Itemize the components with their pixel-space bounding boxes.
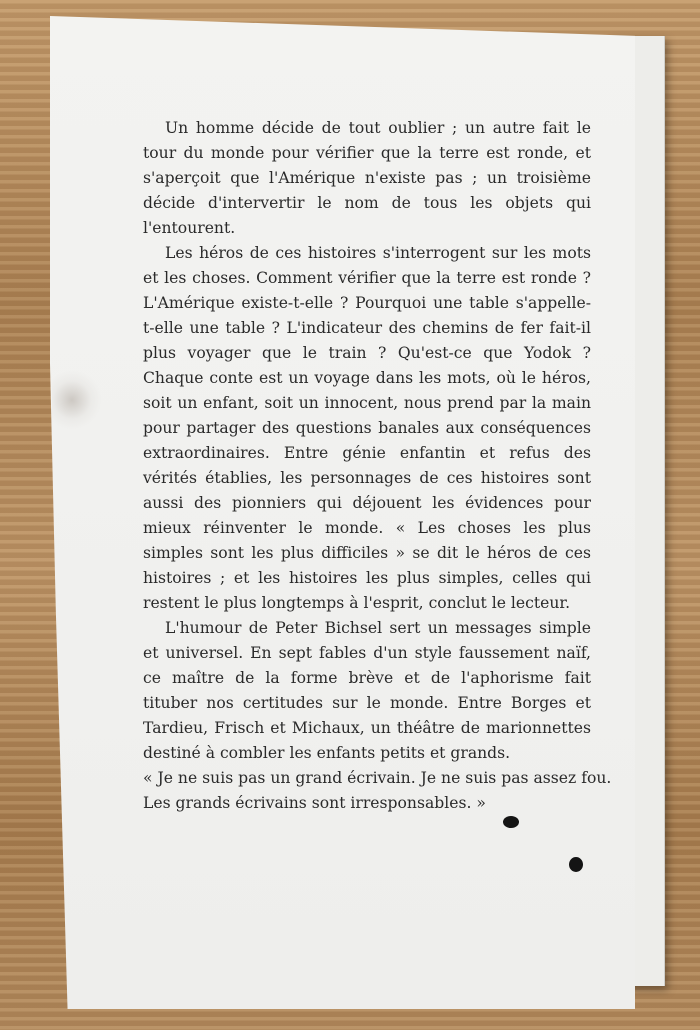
blurb-paragraph: Les héros de ces histoires s'interrogent sur les mots et les choses. Comment vérifier que la terre est ronde ? L'Amérique existe-t-elle ? Pourquoi une table s'appelle-t-elle une table ? L'indicateur des chemins de fer fait-il plus voyager que le train ? Qu'est-ce que Yodok ? Chaque conte est un voyage dans les mots, où le héros, soit un enfant, soit un innocent, nous prend par la main pour partager des questions banales aux conséquences extraordinaires. Entre génie enfantin et refus des vérités établies, les personnages de ces histoires sont aussi des pionniers qui déjouent les évidences pour mieux réinventer le monde. « Les choses les plus simples sont les plus difficiles » se dit le héros de ces histoires ; et les histoires les plus simples, celles qui restent le plus longtemps à l'esprit, conclut le lecteur. [143, 244, 591, 612]
ink-spot [569, 857, 583, 872]
quote-line: « Je ne suis pas un grand écrivain. Je ne suis pas assez fou. [143, 769, 612, 787]
ink-spot [503, 816, 519, 828]
blurb-paragraph: Un homme décide de tout oublier ; un autre fait le tour du monde pour vérifier que la terre est ronde, et s'aperçoit que l'Amérique n'existe pas ; un troisième décide d'intervertir le nom de tous les objets qui l'entourent. [143, 119, 591, 237]
cover-crease [52, 370, 102, 430]
quote-line: Les grands écrivains sont irresponsables. » [143, 794, 486, 812]
blurb-text [143, 116, 591, 766]
author-quote [143, 766, 613, 816]
blurb-paragraph: L'humour de Peter Bichsel sert un messages simple et universel. En sept fables d'un style faussement naïf, ce maître de la forme brève et de l'aphorisme fait tituber nos certitudes sur le monde. Entre Borges et Tardieu, Frisch et Michaux, un théâtre de marionnettes destiné à combler les enfants petits et grands. [143, 619, 591, 762]
